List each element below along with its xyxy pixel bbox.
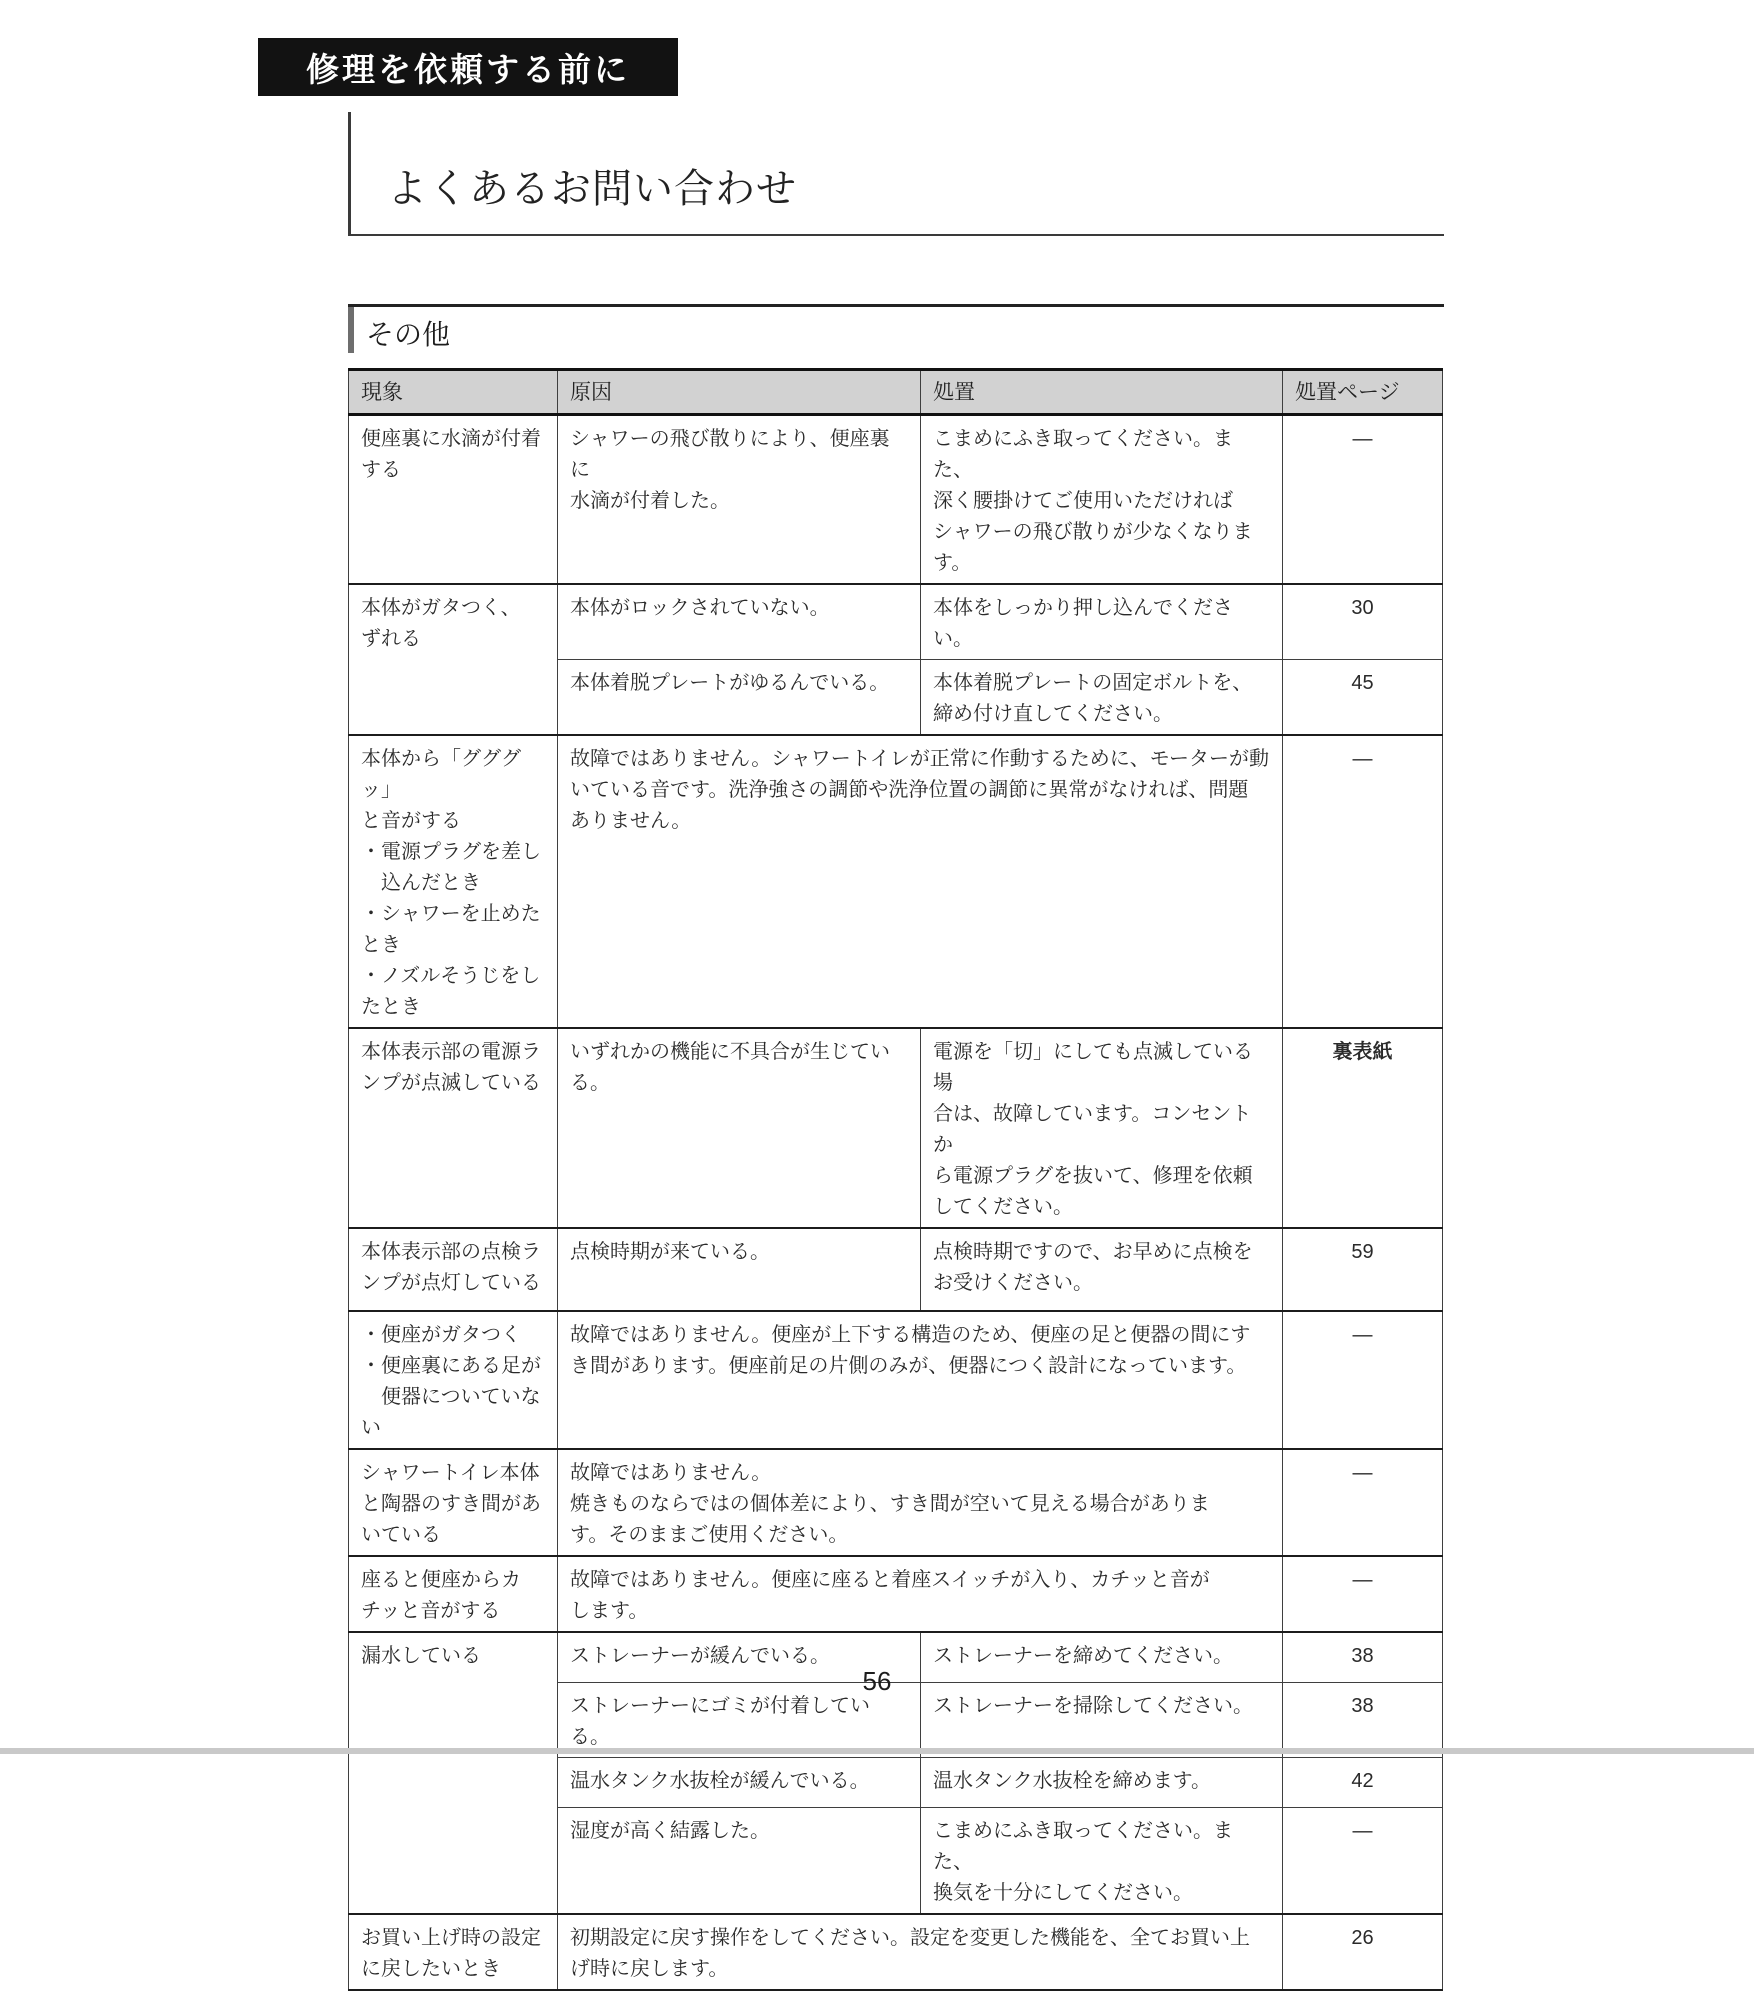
phenomenon-cell: 座ると便座からカ チッと音がする (349, 1556, 558, 1632)
header-phenomenon: 現象 (349, 370, 558, 415)
action-cell: こまめにふき取ってください。また、 換気を十分にしてください。 (921, 1807, 1283, 1914)
header-action: 処置 (921, 370, 1283, 415)
cause-action-cell: 初期設定に戻す操作をしてください。設定を変更した機能を、全てお買い上 げ時に戻します。 (558, 1914, 1283, 1990)
phenomenon-cell: シャワートイレ本体 と陶器のすき間があ いている (349, 1449, 558, 1556)
cause-cell: シャワーの飛び散りにより、便座裏に 水滴が付着した。 (558, 415, 921, 585)
chapter-banner (258, 38, 678, 96)
cause-cell: 湿度が高く結露した。 (558, 1807, 921, 1914)
section-header (348, 304, 1444, 353)
table-row (349, 1914, 1443, 1990)
action-cell: 点検時期ですので、お早めに点検を お受けください。 (921, 1228, 1283, 1311)
page-cell: 45 (1283, 660, 1443, 736)
action-cell: ストレーナーを掃除してください。 (921, 1682, 1283, 1757)
page-title: よくあるお問い合わせ (387, 167, 797, 211)
phenomenon-cell: 漏水している (349, 1632, 558, 1914)
cause-action-cell: 故障ではありません。便座に座ると着座スイッチが入り、カチッと音が します。 (558, 1556, 1283, 1632)
page-cell: ― (1283, 735, 1443, 1028)
table-row (349, 584, 1443, 660)
cause-action-cell: 故障ではありません。 焼きものならではの個体差により、すき間が空いて見える場合がありま す。そのままご使用ください。 (558, 1449, 1283, 1556)
page-cell: ― (1283, 1449, 1443, 1556)
header-page: 処置ページ (1283, 370, 1443, 415)
table-row (349, 1311, 1443, 1449)
phenomenon-cell: 本体がガタつく、 ずれる (349, 584, 558, 735)
table-row (349, 1449, 1443, 1556)
table-row (349, 1556, 1443, 1632)
table-row (349, 1228, 1443, 1311)
cause-cell: 本体着脱プレートがゆるんでいる。 (558, 660, 921, 736)
action-cell: 本体をしっかり押し込んでください。 (921, 584, 1283, 660)
page-cell: ― (1283, 1556, 1443, 1632)
action-cell: 本体着脱プレートの固定ボルトを、 締め付け直してください。 (921, 660, 1283, 736)
page-cell: 42 (1283, 1757, 1443, 1807)
section-marker-bar (348, 307, 354, 353)
page-cell: 裏表紙 (1283, 1028, 1443, 1228)
action-cell: 電源を「切」にしても点滅している場 合は、故障しています。コンセントか ら電源プラグを抜いて、修理を依頼 してください。 (921, 1028, 1283, 1228)
action-cell: ストレーナーを締めてください。 (921, 1632, 1283, 1682)
page-title-block (348, 112, 1444, 236)
cause-cell: ストレーナーにゴミが付着している。 (558, 1682, 921, 1757)
cause-cell: いずれかの機能に不具合が生じてい る。 (558, 1028, 921, 1228)
page-number: 56 (862, 1666, 892, 1696)
cause-cell: 点検時期が来ている。 (558, 1228, 921, 1311)
table-row (349, 1028, 1443, 1228)
table-row (349, 415, 1443, 585)
phenomenon-cell: 本体表示部の点検ラ ンプが点灯している (349, 1228, 558, 1311)
phenomenon-cell: 本体から「グググッ」 と音がする ・電源プラグを差し 込んだとき ・シャワーを止めたとき ・ノズルそうじをしたとき (349, 735, 558, 1028)
page-cell: 59 (1283, 1228, 1443, 1311)
page-cell: 38 (1283, 1632, 1443, 1682)
phenomenon-cell: お買い上げ時の設定 に戻したいとき (349, 1914, 558, 1990)
cause-cell: ストレーナーが緩んでいる。 (558, 1632, 921, 1682)
page-cell: ― (1283, 1807, 1443, 1914)
cause-cell: 温水タンク水抜栓が緩んでいる。 (558, 1757, 921, 1807)
page-cell: 26 (1283, 1914, 1443, 1990)
action-cell: 温水タンク水抜栓を締めます。 (921, 1757, 1283, 1807)
section-label: その他 (366, 319, 451, 350)
table-header-row (349, 370, 1443, 415)
page-cell: ― (1283, 1311, 1443, 1449)
cause-action-cell: 故障ではありません。便座が上下する構造のため、便座の足と便器の間にす き間があります。便座前足の片側のみが、便器につく設計になっています。 (558, 1311, 1283, 1449)
page-cell: 30 (1283, 584, 1443, 660)
header-cause: 原因 (558, 370, 921, 415)
table-row (349, 735, 1443, 1028)
phenomenon-cell: 本体表示部の電源ラ ンプが点滅している (349, 1028, 558, 1228)
phenomenon-cell: ・便座がガタつく ・便座裏にある足が 便器についていない (349, 1311, 558, 1449)
cause-action-cell: 故障ではありません。シャワートイレが正常に作動するために、モーターが動 いている音です。洗浄強さの調節や洗浄位置の調節に異常がなければ、問題 ありません。 (558, 735, 1283, 1028)
phenomenon-cell: 便座裏に水滴が付着 する (349, 415, 558, 585)
chapter-banner-label: 修理を依頼する前に (306, 50, 630, 88)
page-cell: 38 (1283, 1682, 1443, 1757)
action-cell: こまめにふき取ってください。また、 深く腰掛けてご使用いただければ シャワーの飛び散りが少なくなりま す。 (921, 415, 1283, 585)
cause-cell: 本体がロックされていない。 (558, 584, 921, 660)
page-bottom-edge (0, 1748, 1754, 1754)
page-cell: ― (1283, 415, 1443, 585)
